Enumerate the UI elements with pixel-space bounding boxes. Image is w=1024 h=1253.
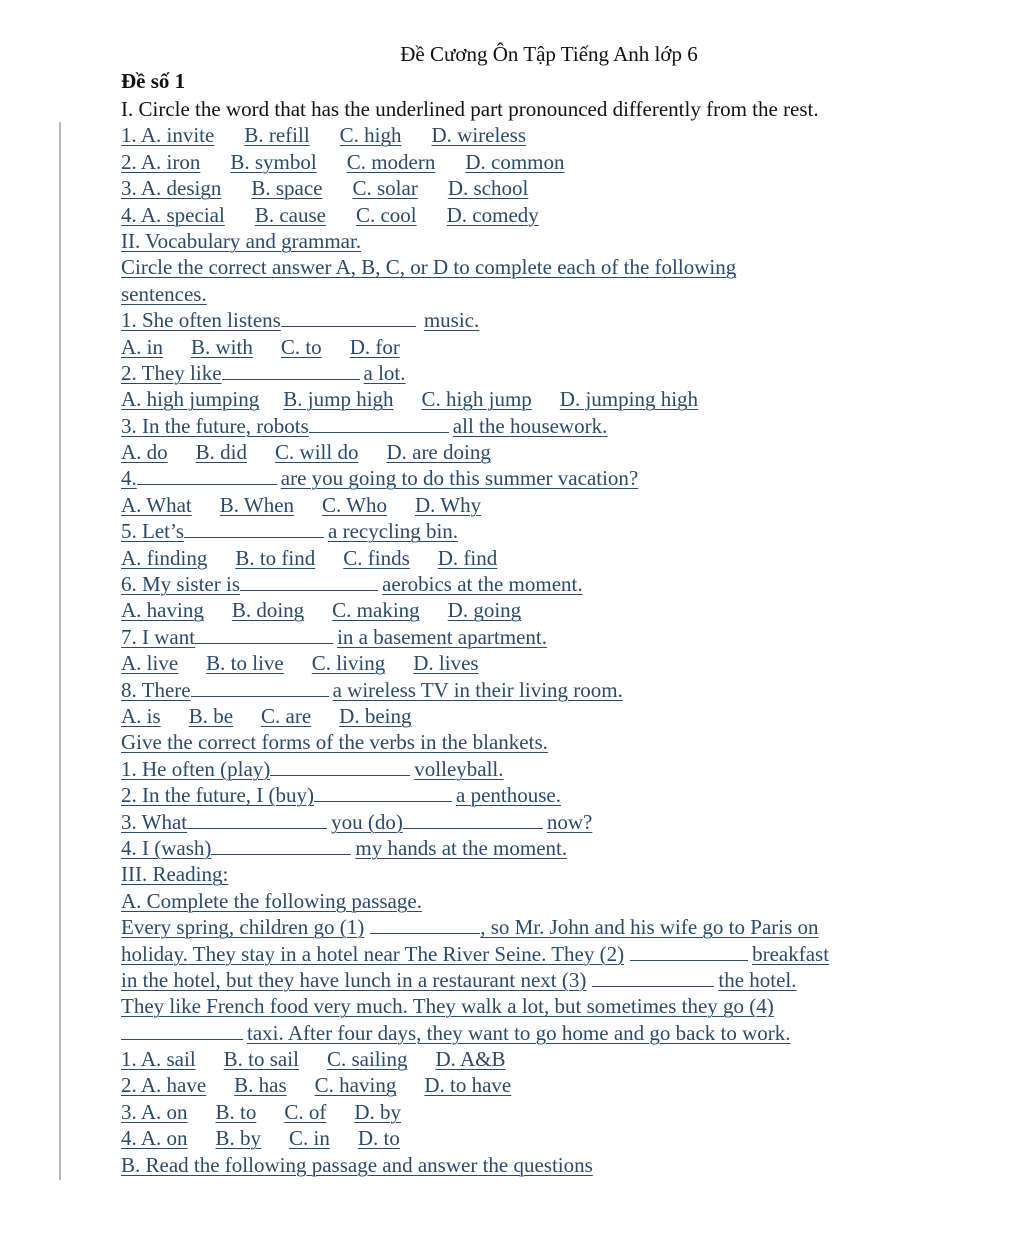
question-2 [121, 360, 984, 386]
worksheet-body [121, 96, 984, 1178]
option: C. living [311, 651, 386, 676]
option: C. sailing [326, 1047, 408, 1072]
section1-heading: I. Circle the word that has the underlined part pronounced differently from the rest. [121, 97, 819, 121]
option: B. has [234, 1073, 287, 1098]
passage-line-4: They like French food very much. They walk a lot, but sometimes they go (4) [121, 994, 774, 1019]
option: B. When [219, 492, 295, 517]
passage-line-5 [121, 1020, 984, 1046]
option: C. modern [346, 149, 436, 174]
option: B. doing [231, 598, 305, 623]
answer-blank[interactable] [195, 624, 333, 644]
question-text: 6. My sister is [121, 572, 241, 597]
section2-instruction-cont: sentences. [121, 281, 207, 306]
verb-question-2 [121, 782, 984, 808]
question-text: 8. There [121, 677, 191, 702]
question-3-options [121, 439, 984, 465]
option: D. being [339, 703, 412, 728]
passage-line-2 [121, 941, 984, 967]
question-text: 2. In the future, I (buy) [121, 783, 315, 808]
question-6-options [121, 597, 984, 623]
passage-line-3 [121, 967, 984, 993]
option: A. having [121, 598, 204, 623]
option: A. What [121, 492, 192, 517]
answer-blank[interactable] [137, 465, 277, 485]
passage-text: the hotel. [718, 967, 797, 992]
option: B. to find [235, 545, 316, 570]
option: B. symbol [230, 149, 317, 174]
passage-text: taxi. After four days, they want to go home and go back to work. [247, 1020, 791, 1045]
option: C. finds [343, 545, 410, 570]
option: A. in [121, 334, 163, 359]
section2-instruction: Circle the correct answer A, B, C, or D to complete each of the following [121, 255, 737, 280]
question-text: my hands at the moment. [355, 835, 568, 860]
question-text: in a basement apartment. [337, 624, 547, 649]
option: D. common [465, 149, 565, 174]
reading-part-a: A. Complete the following passage. [121, 888, 422, 913]
option: C. cool [355, 202, 417, 227]
question-text: music. [423, 308, 480, 333]
question-text: 4. [121, 466, 137, 491]
page-title: Đề Cương Ôn Tập Tiếng Anh lớp 6 [400, 42, 698, 66]
option: D. lives [413, 651, 479, 676]
question-text: a penthouse. [456, 783, 562, 808]
question-8 [121, 677, 984, 703]
passage-text: holiday. They stay in a hotel near The River Seine. They (2) [121, 941, 625, 966]
margin-rule [59, 122, 61, 1180]
option: D. for [349, 334, 400, 359]
option: D. school [447, 176, 529, 201]
question-7-options [121, 650, 984, 676]
option: 2. A. iron [121, 149, 201, 174]
question-5-options [121, 545, 984, 571]
option: C. solar [352, 176, 418, 201]
question-text: 1. She often listens [121, 308, 281, 333]
option: D. going [447, 598, 522, 623]
option: C. making [332, 598, 420, 623]
reading-question-3 [121, 1099, 984, 1125]
question-8-options [121, 703, 984, 729]
question-text: 3. What [121, 809, 188, 834]
passage-text: breakfast [752, 941, 830, 966]
option: B. be [188, 703, 234, 728]
question-text: 1. He often (play) [121, 756, 271, 781]
option: C. Who [322, 492, 387, 517]
question-text: a lot. [363, 360, 406, 385]
option: C. having [314, 1073, 397, 1098]
option: D. find [437, 545, 498, 570]
passage-text: in the hotel, but they have lunch in a restaurant next (3) [121, 967, 587, 992]
answer-blank[interactable] [240, 571, 378, 591]
answer-blank[interactable] [211, 835, 351, 855]
question-text: are you going to do this summer vacation? [280, 466, 639, 491]
option: 3. A. on [121, 1099, 188, 1124]
option: 4. A. special [121, 202, 225, 227]
passage-line-1 [121, 914, 984, 940]
option: D. Why [415, 492, 482, 517]
answer-blank[interactable] [281, 307, 416, 327]
answer-blank[interactable] [270, 756, 410, 776]
option: 1. A. invite [121, 123, 215, 148]
answer-blank[interactable] [314, 782, 452, 802]
option: C. high [339, 123, 402, 148]
option: D. to [357, 1126, 400, 1151]
option: C. to [280, 334, 322, 359]
question-text: 2. They like [121, 360, 222, 385]
option: A. live [121, 651, 179, 676]
option: B. did [195, 440, 248, 465]
question-7 [121, 624, 984, 650]
option: B. space [251, 176, 323, 201]
reading-question-1 [121, 1046, 984, 1072]
option: B. by [215, 1126, 262, 1151]
exam-number: Đề số 1 [121, 69, 186, 93]
answer-blank[interactable] [370, 914, 480, 934]
option: A. high jumping [121, 387, 260, 412]
option: C. of [284, 1099, 327, 1124]
question-text: all the housework. [452, 413, 608, 438]
option: B. to [215, 1099, 257, 1124]
question-1 [121, 307, 984, 333]
answer-blank[interactable] [222, 360, 360, 380]
question-text: 3. In the future, robots [121, 413, 309, 438]
option: C. in [289, 1126, 330, 1151]
option: A. do [121, 440, 168, 465]
option: A. is [121, 703, 161, 728]
question-text: 7. I want [121, 624, 196, 649]
option: 1. A. sail [121, 1047, 196, 1072]
pronunciation-item-2 [121, 149, 984, 175]
question-text: 5. Let’s [121, 519, 184, 544]
option: 2. A. have [121, 1073, 207, 1098]
option: D. comedy [446, 202, 539, 227]
option: B. cause [254, 202, 326, 227]
option: 4. A. on [121, 1126, 188, 1151]
answer-blank[interactable] [191, 677, 329, 697]
section3-heading: III. Reading: [121, 862, 229, 887]
question-4 [121, 465, 984, 491]
question-3 [121, 413, 984, 439]
question-text: volleyball. [414, 756, 504, 781]
answer-blank[interactable] [592, 967, 714, 987]
option: B. with [191, 334, 253, 359]
question-4-options [121, 492, 984, 518]
option: C. are [261, 703, 312, 728]
question-6 [121, 571, 984, 597]
answer-blank[interactable] [184, 518, 324, 538]
question-text: aerobics at the moment. [382, 572, 583, 597]
option: D. are doing [386, 440, 491, 465]
reading-part-b: B. Read the following passage and answer the questions [121, 1152, 593, 1177]
option: B. to sail [223, 1047, 299, 1072]
question-text: a recycling bin. [328, 519, 459, 544]
answer-blank[interactable] [309, 413, 449, 433]
pronunciation-item-1 [121, 122, 984, 148]
question-text: you (do) [331, 809, 403, 834]
option: B. jump high [283, 387, 394, 412]
pronunciation-item-3 [121, 175, 984, 201]
option: A. finding [121, 545, 208, 570]
reading-question-4 [121, 1125, 984, 1151]
answer-blank[interactable] [403, 809, 543, 829]
reading-question-2 [121, 1072, 984, 1098]
question-2-options [121, 386, 984, 412]
section2-heading: II. Vocabulary and grammar. [121, 228, 362, 253]
verb-question-4 [121, 835, 984, 861]
passage-text: Every spring, children go (1) [121, 915, 365, 940]
question-text: a wireless TV in their living room. [332, 677, 623, 702]
option: D. A&B [435, 1047, 506, 1072]
verb-question-1 [121, 756, 984, 782]
option: D. to have [424, 1073, 512, 1098]
verbs-heading: Give the correct forms of the verbs in the blankets. [121, 730, 548, 755]
question-5 [121, 518, 984, 544]
option: B. to live [206, 651, 284, 676]
option: D. by [354, 1099, 402, 1124]
option: C. high jump [421, 387, 532, 412]
passage-text: , so Mr. John and his wife go to Paris on [480, 915, 819, 940]
answer-blank[interactable] [121, 1020, 243, 1040]
question-1-options [121, 334, 984, 360]
answer-blank[interactable] [630, 941, 748, 961]
option: 3. A. design [121, 176, 222, 201]
verb-question-3 [121, 809, 984, 835]
option: D. jumping high [559, 387, 699, 412]
answer-blank[interactable] [187, 809, 327, 829]
option: B. refill [244, 123, 310, 148]
option: D. wireless [431, 123, 526, 148]
pronunciation-item-4 [121, 202, 984, 228]
question-text: 4. I (wash) [121, 835, 212, 860]
option: C. will do [275, 440, 359, 465]
question-text: now? [546, 809, 593, 834]
